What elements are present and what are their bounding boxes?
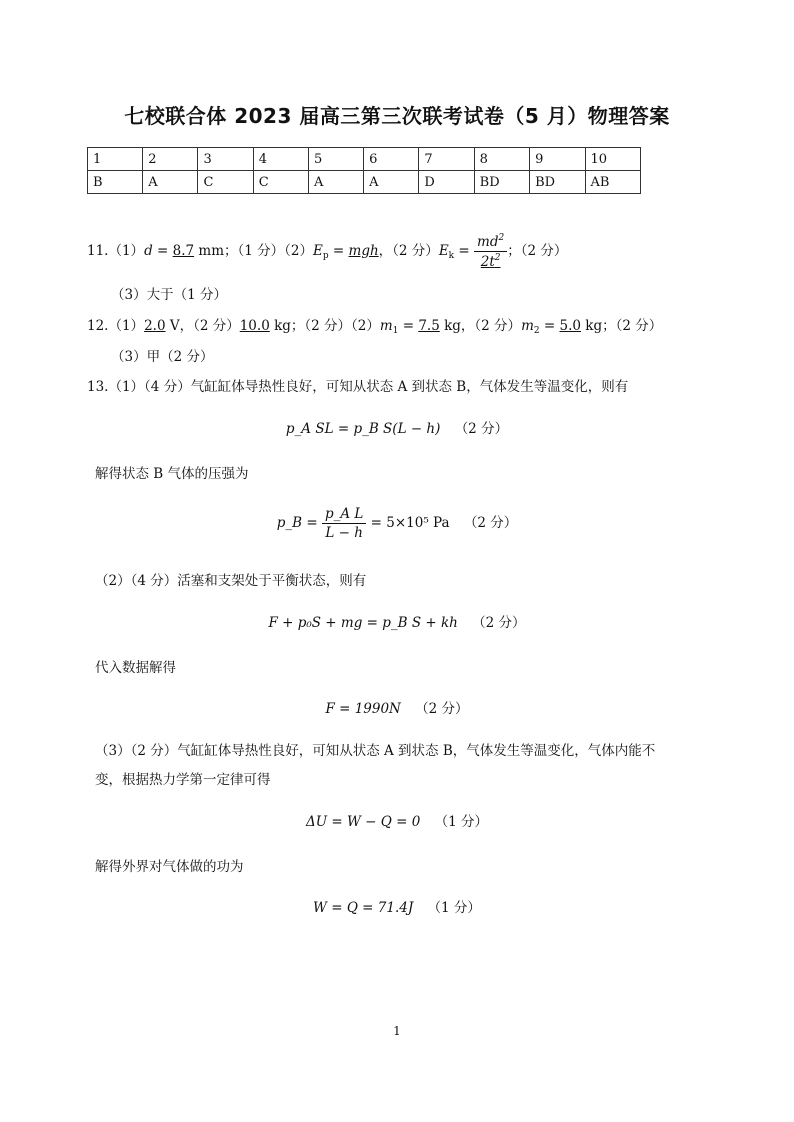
question-number-cell: 4 xyxy=(253,148,308,171)
equation-1-text: p_A SL = p_B S(L − h) xyxy=(285,421,441,437)
d-answer: 8.7 xyxy=(172,243,195,259)
q13-line1: 13.（1）（4 分）气缸缸体导热性良好，可知从状态 A 到状态 B，气体发生等温变化，则有 xyxy=(87,379,629,395)
answer-cell: A xyxy=(308,171,363,194)
q13-text3: （2）（4 分）活塞和支架处于平衡状态，则有 xyxy=(95,573,367,589)
answer-cell: B xyxy=(88,171,143,194)
voltage-unit: V，（2 分） xyxy=(165,318,240,334)
ek-subscript: k xyxy=(448,251,455,261)
m2-subscript: 2 xyxy=(533,326,540,336)
page-number: 1 xyxy=(393,1024,401,1038)
question-number-cell: 9 xyxy=(530,148,585,171)
m1-variable: m xyxy=(379,318,393,334)
m1-unit: kg，（2 分） xyxy=(439,318,522,334)
q13-text4: 代入数据解得 xyxy=(95,660,176,676)
answer-cell: C xyxy=(253,171,308,194)
answer-table-answer-row xyxy=(88,171,641,194)
ek-fraction xyxy=(474,233,507,270)
question-number-cell: 7 xyxy=(419,148,474,171)
answer-cell: D xyxy=(419,171,474,194)
ek-variable: E xyxy=(438,243,449,259)
answer-cell: A xyxy=(364,171,419,194)
q12-line2: （3）甲（2 分） xyxy=(111,349,214,365)
q13-text2: 解得状态 B 气体的压强为 xyxy=(95,466,249,482)
eq2-fraction xyxy=(322,506,366,541)
ep-answer: mgh xyxy=(348,243,379,259)
points: ；（2 分） xyxy=(507,243,568,259)
answer-cell: C xyxy=(198,171,253,194)
mass-unit: kg；（2 分）（2） xyxy=(269,318,380,334)
q12-label: 12.（1） xyxy=(87,318,145,334)
answer-cell: A xyxy=(143,171,198,194)
points: （1 分） xyxy=(434,814,489,830)
equation-5 xyxy=(0,810,794,830)
equation-3 xyxy=(0,611,794,631)
part-label: （2） xyxy=(284,243,313,259)
question-number-cell: 1 xyxy=(88,148,143,171)
eq2-rhs: = 5×10⁵ Pa xyxy=(370,515,450,531)
points: （2 分） xyxy=(472,615,526,631)
points: ，（2 分） xyxy=(378,243,439,259)
equation-4-text: F = 1990N xyxy=(325,701,401,717)
voltage-answer: 2.0 xyxy=(144,318,166,334)
eq2-lhs: p_B = xyxy=(276,515,318,531)
question-number-cell: 3 xyxy=(198,148,253,171)
q11-label: 11.（1） xyxy=(87,243,145,259)
question-number-cell: 8 xyxy=(474,148,529,171)
page-title: 七校联合体 2023 届高三第三次联考试卷（5 月）物理答案 xyxy=(124,104,670,128)
m1-answer: 7.5 xyxy=(418,318,440,334)
answer-table xyxy=(87,147,641,194)
answer-table-number-row xyxy=(88,148,641,171)
mass-answer: 10.0 xyxy=(239,318,270,334)
points: （1 分） xyxy=(237,243,285,259)
equation-3-text: F + p₀S + mg = p_B S + kh xyxy=(268,615,458,631)
answer-cell: BD xyxy=(474,171,529,194)
points: （2 分） xyxy=(463,515,518,531)
question-number-cell: 2 xyxy=(143,148,198,171)
m2-variable: m xyxy=(521,318,534,334)
m1-subscript: 1 xyxy=(392,326,399,336)
equation-4 xyxy=(0,697,794,717)
points: （2 分） xyxy=(415,701,469,717)
points: （1 分） xyxy=(427,900,481,916)
ek-numerator: md xyxy=(477,234,499,250)
d-variable: d xyxy=(144,243,153,259)
d-unit: mm； xyxy=(194,243,238,259)
equation-2 xyxy=(0,506,794,541)
eq2-denominator: L − h xyxy=(325,525,363,541)
eq2-numerator: p_A L xyxy=(322,506,366,524)
question-number-cell: 10 xyxy=(585,148,641,171)
question-number-cell: 6 xyxy=(364,148,419,171)
q11-line1: 11.（1）d = 8.7 mm；（1 分）$(2)E_p$ = mgh，（2 分）$E_k$ = $\frac{md^2}{2t^2}$ ；（2 分） xyxy=(87,233,568,270)
question-number-cell: 5 xyxy=(308,148,363,171)
ep-variable: E xyxy=(313,243,323,259)
q12-line1: 12.（1）2.0 V，（2 分）10.0 kg；（2 分）$(2)m_1 = 7.5$ kg，（2 分）$m_2 = 5.0$ kg；（2 分） xyxy=(87,318,663,336)
points: （2 分） xyxy=(454,421,509,437)
m2-unit: kg；（2 分） xyxy=(581,318,663,334)
equation-1 xyxy=(0,417,794,437)
m2-answer: 5.0 xyxy=(559,318,581,334)
equation-5-text: ΔU = W − Q = 0 xyxy=(305,814,421,830)
q13-text5b: 变，根据热力学第一定律可得 xyxy=(95,772,271,788)
answer-cell: AB xyxy=(585,171,641,194)
q13-text6: 解得外界对气体做的功为 xyxy=(95,859,244,875)
q13-text5a: （3）（2 分）气缸缸体导热性良好，可知从状态 A 到状态 B，气体发生等温变化，气体内能不 xyxy=(95,743,656,759)
answer-cell: BD xyxy=(530,171,585,194)
ek-denominator-exponent: 2 xyxy=(494,253,501,263)
equation-6 xyxy=(0,896,794,916)
q11-line2: （3）大于（1 分） xyxy=(111,287,227,303)
equation-6-text: W = Q = 71.4J xyxy=(313,900,414,916)
equals-sign: = xyxy=(152,243,173,259)
ek-numerator-exponent: 2 xyxy=(498,233,505,243)
ep-subscript: p xyxy=(322,251,329,261)
ek-denominator: 2t xyxy=(480,254,495,270)
